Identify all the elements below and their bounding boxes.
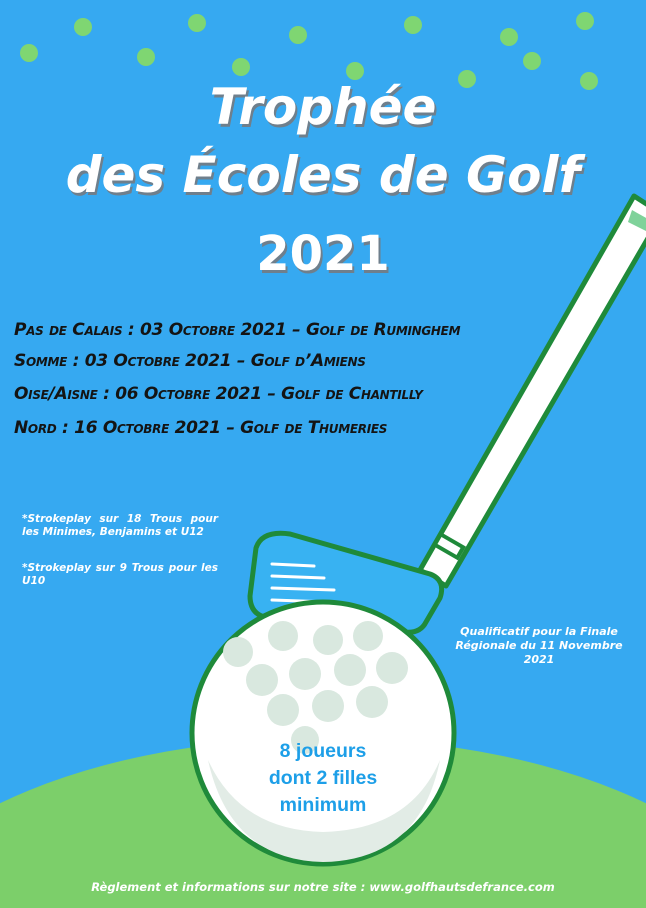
title-year: 2021 [256, 226, 390, 282]
footer-website: Règlement et informations sur notre site : www.golfhautsdefrance.com [91, 880, 555, 894]
note-strokeplay-9: *Strokeplay sur 9 Trous pour les U10 [22, 562, 218, 587]
event-pas-de-calais: Pas de Calais : 03 Octobre 2021 – Golf de Ruminghem [14, 320, 461, 340]
note-strokeplay-18: *Strokeplay sur 18 Trous pour les Minimes, Benjamins et U12 [22, 513, 218, 538]
title-line-1: Trophée [209, 78, 437, 136]
event-nord: Nord : 16 Octobre 2021 – Golf de Thumeries [14, 418, 388, 438]
players-requirement [198, 738, 448, 819]
qualification-note: Qualificatif pour la Finale Régionale du 11 Novembre 2021 [455, 625, 623, 666]
event-oise-aisne: Oise/Aisne : 06 Octobre 2021 – Golf de Chantilly [14, 384, 423, 404]
event-somme: Somme : 03 Octobre 2021 – Golf d’Amiens [14, 351, 366, 371]
title-line-2: des Écoles de Golf [65, 146, 581, 204]
golf-ball-icon [192, 602, 454, 864]
players-line-2: dont 2 filles [268, 767, 378, 789]
players-line-1: 8 joueurs [279, 740, 367, 762]
players-line-3: minimum [279, 794, 367, 816]
